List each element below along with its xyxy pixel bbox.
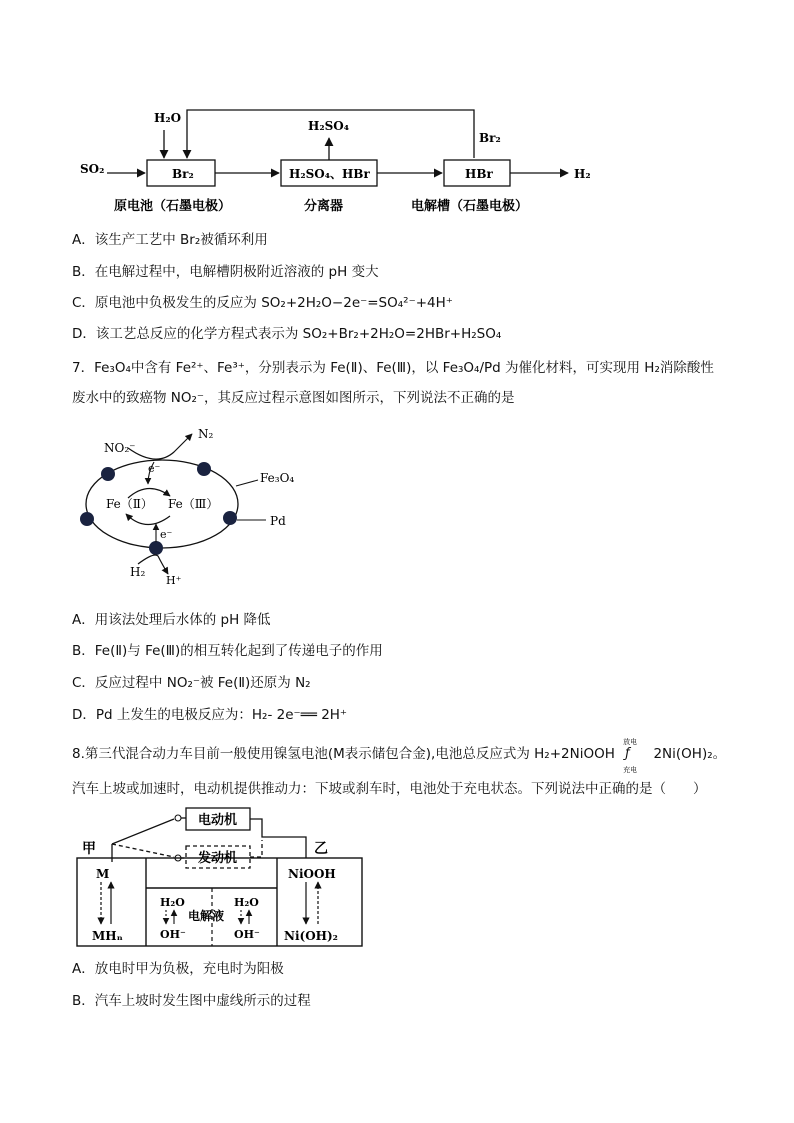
br2-recycle-line <box>187 110 474 158</box>
process-flow-diagram <box>70 104 610 222</box>
yi-label: 乙 <box>314 841 328 857</box>
electrolysis-caption: 电解槽（石墨电极） <box>411 199 529 214</box>
separator-box-label: H₂SO₄、HBr <box>289 167 370 181</box>
h2o-left-label: H₂O <box>160 896 185 909</box>
niooh-label: NiOOH <box>288 867 336 881</box>
q8-stem-line1 <box>72 738 727 774</box>
engine-label: 发动机 <box>198 851 238 866</box>
fe2-label: Fe（Ⅱ） <box>106 497 153 511</box>
hbr-box-label: HBr <box>465 167 493 181</box>
q8-option-a: A．放电时甲为负极，充电时为阳极 <box>72 961 284 977</box>
switch-arm-solid <box>112 819 174 844</box>
no2-to-n2-arrow <box>128 434 192 459</box>
nioh2-label: Ni(OH)₂ <box>284 929 338 943</box>
h2so4-label: H₂SO₄ <box>308 119 349 133</box>
q7-option-c: C．反应过程中 NO₂⁻被 Fe(Ⅱ)还原为 N₂ <box>72 675 311 691</box>
catalyst-cycle-diagram <box>76 424 316 590</box>
fe3-to-fe2-arrow <box>126 514 170 525</box>
q7-option-b: B．Fe(Ⅱ)与 Fe(Ⅲ)的相互转化起到了传递电子的作用 <box>72 643 383 659</box>
jia-label: 甲 <box>82 841 96 857</box>
q7-option-a: A．用该法处理后水体的 pH 降低 <box>72 612 271 628</box>
h2-label: H₂ <box>574 167 591 181</box>
node-bottom <box>149 541 163 555</box>
fe3o4-label: Fe₃O₄ <box>260 471 295 485</box>
no2-label: NO₂⁻ <box>104 441 136 455</box>
switch-contact-top <box>175 815 181 821</box>
m-label: M <box>96 867 110 881</box>
q8-option-b: B．汽车上坡时发生图中虚线所示的过程 <box>72 993 311 1009</box>
e-top-label: e⁻ <box>148 462 161 475</box>
so2-label: SO₂ <box>80 162 105 176</box>
h2o-right-label: H₂O <box>234 896 259 909</box>
q6-option-a: A．该生产工艺中 Br₂被循环利用 <box>72 232 268 248</box>
separator-caption: 分离器 <box>304 199 344 214</box>
q7-stem-line1: 7．Fe₃O₄中含有 Fe²⁺、Fe³⁺，分别表示为 Fe(Ⅱ)、Fe(Ⅲ)，以 Fe₃O₄/Pd 为催化材料，可实现用 H₂消除酸性 <box>72 360 714 376</box>
oh-right-label: OH⁻ <box>234 928 260 941</box>
q8-stem-part-a: 8.第三代混合动力车目前一般使用镍氢电池(M表示储包合金),电池总反应式为 H₂+2NiOOH <box>72 746 615 762</box>
q6-option-c: C．原电池中负极发生的反应为 SO₂+2H₂O−2e⁻=SO₄²⁻+4H⁺ <box>72 295 453 311</box>
q7-stem-line2: 废水中的致癌物 NO₂⁻，其反应过程示意图如图所示，下列说法不正确的是 <box>72 390 515 406</box>
q8-stem-line2: 汽车上坡或加速时，电动机提供推动力：下坡或刹车时，电池处于充电状态。下列说法中正确的是（ ） <box>72 781 707 797</box>
electrolyte-label: 电解液 <box>188 909 225 923</box>
h2-label: H₂ <box>130 565 146 579</box>
fe3-label: Fe（Ⅲ） <box>168 497 219 511</box>
oh-left-label: OH⁻ <box>160 928 186 941</box>
q6-option-b: B．在电解过程中，电解槽阴极附近溶液的 pH 变大 <box>72 264 379 280</box>
arrow-bottom-label: 充电 <box>623 766 638 774</box>
e-bottom-label: e⁻ <box>160 528 173 541</box>
node-top-left <box>101 467 115 481</box>
mhn-label: MHₙ <box>92 929 123 943</box>
switch-arm-dashed <box>112 844 174 857</box>
reversible-arrow <box>619 738 649 774</box>
motor-label: 电动机 <box>198 813 238 828</box>
node-left <box>80 512 94 526</box>
node-top-right <box>197 462 211 476</box>
node-right <box>223 511 237 525</box>
arrow-top-label: 放电 <box>623 738 638 746</box>
br2-box-label: Br₂ <box>172 167 194 181</box>
wire-engine-right <box>250 840 262 857</box>
h2o-label: H₂O <box>154 111 182 125</box>
q6-option-d: D．该工艺总反应的化学方程式表示为 SO₂+Br₂+2H₂O=2HBr+H₂SO₄ <box>72 326 502 342</box>
q7-option-d: D．Pd 上发生的电极反应为：H₂- 2e⁻══ 2H⁺ <box>72 707 348 723</box>
wire-motor-right <box>250 819 306 858</box>
arrow-glyph: ƒ <box>625 746 630 761</box>
nimh-battery-diagram <box>74 804 374 950</box>
hplus-label: H⁺ <box>166 574 182 587</box>
br2-right-label: Br₂ <box>479 131 501 145</box>
fe3o4-pointer <box>236 480 258 486</box>
cell-caption: 原电池（石墨电极） <box>114 199 232 214</box>
q8-stem-part-b: 2Ni(OH)₂。 <box>653 746 727 762</box>
n2-label: N₂ <box>198 427 214 441</box>
pd-label: Pd <box>270 514 286 528</box>
